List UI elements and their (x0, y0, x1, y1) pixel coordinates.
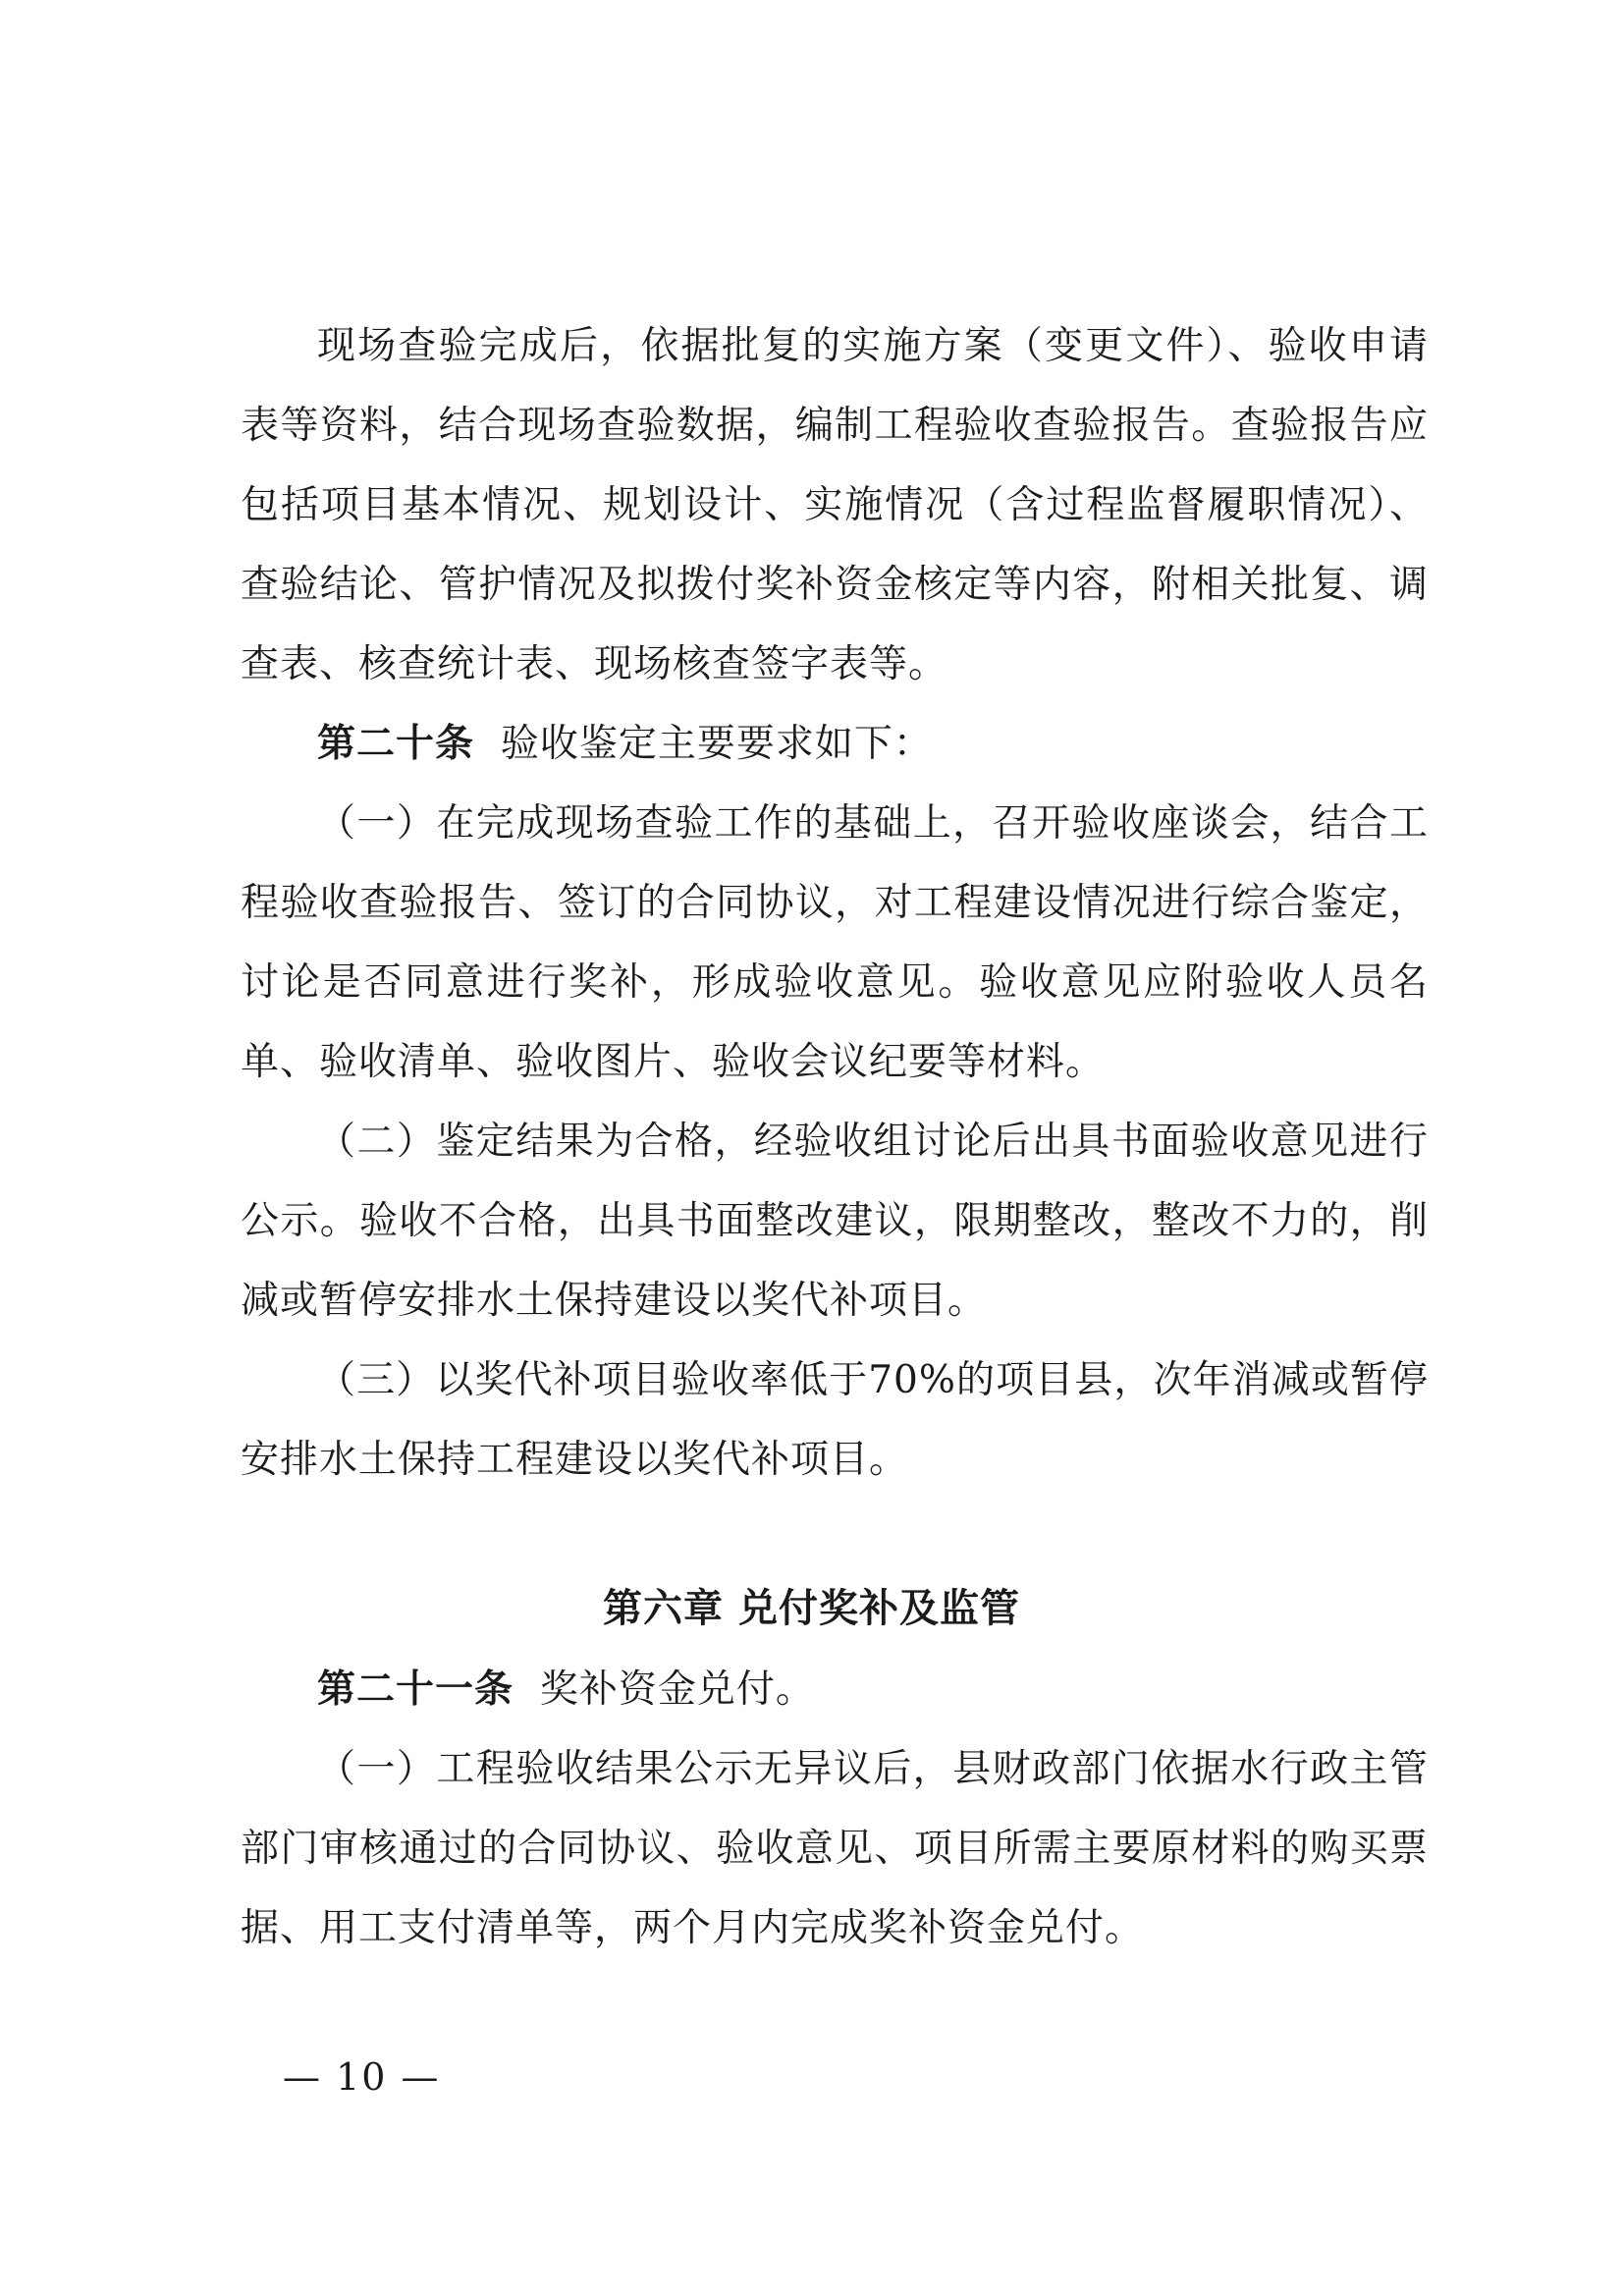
paragraph-inspection-report: 现场查验完成后，依据批复的实施方案（变更文件）、验收申请表等资料，结合现场查验数据，编制工程验收查验报告。查验报告应包括项目基本情况、规划设计、实施情况（含过程监督履职情况）、查验结论、管护情况及拟拨付奖补资金核定等内容，附相关批复、调查表、核查统计表、现场核查签字表等。 (241, 324, 1429, 686)
article-20-item-3: （三）以奖代补项目验收率低于70%的项目县，次年消减或暂停安排水土保持工程建设以奖代补项目。 (241, 1358, 1429, 1482)
article-20-item-1: （一）在完成现场查验工作的基础上，召开验收座谈会，结合工程验收查验报告、签订的合同协议，对工程建设情况进行综合鉴定，讨论是否同意进行奖补，形成验收意见。验收意见应附验收人员名单、验收清单、验收图片、验收会议纪要等材料。 (241, 801, 1429, 1084)
article-20-title: 验收鉴定主要要求如下： (500, 722, 933, 766)
body-text-section-2 (241, 1650, 1429, 1968)
page-number: — 10 — (283, 2055, 441, 2099)
article-20-item-2: （二）鉴定结果为合格，经验收组讨论后出具书面验收意见进行公示。验收不合格，出具书面整改建议，限期整改，整改不力的，削减或暂停安排水土保持建设以奖代补项目。 (241, 1120, 1429, 1323)
article-21-number: 第二十一条 (317, 1667, 514, 1712)
body-text-section-1 (241, 306, 1429, 1500)
article-21-title: 奖补资金兑付。 (539, 1667, 815, 1712)
article-21-item-1: （一）工程验收结果公示无异议后，县财政部门依据水行政主管部门审核通过的合同协议、验收意见、项目所需主要原材料的购买票据、用工支付清单等，两个月内完成奖补资金兑付。 (241, 1747, 1429, 1950)
article-21-heading (241, 1650, 1429, 1729)
chapter-6-heading: 第六章 兑付奖补及监管 (603, 1586, 1020, 1631)
article-20-number: 第二十条 (317, 722, 475, 766)
article-20-heading (241, 704, 1429, 784)
